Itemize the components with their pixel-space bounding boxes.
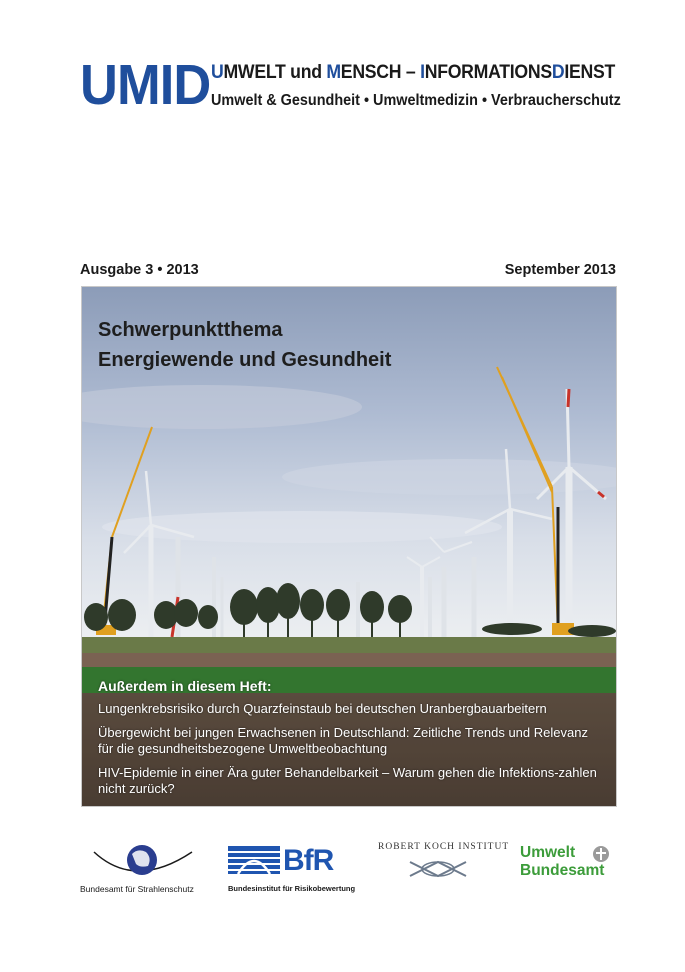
cover-headline-line2: Energiewende und Gesundheit xyxy=(98,349,392,371)
umid-logo: UMID xyxy=(80,53,211,117)
bfs-caption: Bundesamt für Strahlenschutz xyxy=(80,884,194,894)
uba-emblem-icon xyxy=(592,845,610,863)
uba-line1: Umwelt xyxy=(520,844,576,861)
title-part: M xyxy=(326,62,341,83)
title-part: IENST xyxy=(564,62,615,83)
also-in-issue-title: Außerdem in diesem Heft: xyxy=(98,678,272,694)
bfr-emblem-icon xyxy=(228,844,280,878)
cover-photo xyxy=(81,286,617,807)
publication-title xyxy=(211,62,615,84)
uba-line2: Bundesamt xyxy=(520,862,605,879)
partner-logos xyxy=(80,838,620,898)
cover-headline-line1: Schwerpunktthema xyxy=(98,319,283,341)
title-part: MWELT und xyxy=(223,62,327,83)
title-part: NFORMATIONS xyxy=(424,62,552,83)
article-teaser: HIV-Epidemie in einer Ära guter Behandelbarkeit – Warum gehen die Infektions-zahlen nicht zurück? xyxy=(98,765,597,796)
publication-subtitle: Umwelt & Gesundheit • Umweltmedizin • Verbraucherschutz xyxy=(211,92,621,109)
title-part: D xyxy=(551,62,565,83)
title-part: ENSCH – xyxy=(340,62,421,83)
rki-logo xyxy=(378,842,510,886)
masthead xyxy=(80,53,621,118)
bfr-caption: Bundesinstitut für Risikobewertung xyxy=(228,884,356,893)
rki-emblem-icon xyxy=(404,856,474,882)
bfs-logo xyxy=(80,838,210,896)
globe-icon xyxy=(80,838,210,882)
title-part: I xyxy=(420,62,425,83)
article-teaser: Lungenkrebsrisiko durch Quarzfeinstaub bei deutschen Uranbergbauarbeitern xyxy=(98,701,547,716)
cover-headline xyxy=(98,315,391,375)
also-in-issue xyxy=(98,677,603,805)
bfr-name: BfR xyxy=(283,844,334,877)
issue-row xyxy=(80,262,616,282)
rki-name: ROBERT KOCH INSTITUT xyxy=(378,842,510,852)
uba-logo xyxy=(518,844,618,888)
issue-date: September 2013 xyxy=(504,262,616,278)
title-part: U xyxy=(211,62,224,83)
article-teaser: Übergewicht bei jungen Erwachsenen in Deutschland: Zeitliche Trends und Relevanz für die gesundheitsbezogene Umweltbeobachtung xyxy=(98,725,588,756)
bfr-logo xyxy=(228,844,360,894)
issue-number: Ausgabe 3 • 2013 xyxy=(80,262,199,278)
